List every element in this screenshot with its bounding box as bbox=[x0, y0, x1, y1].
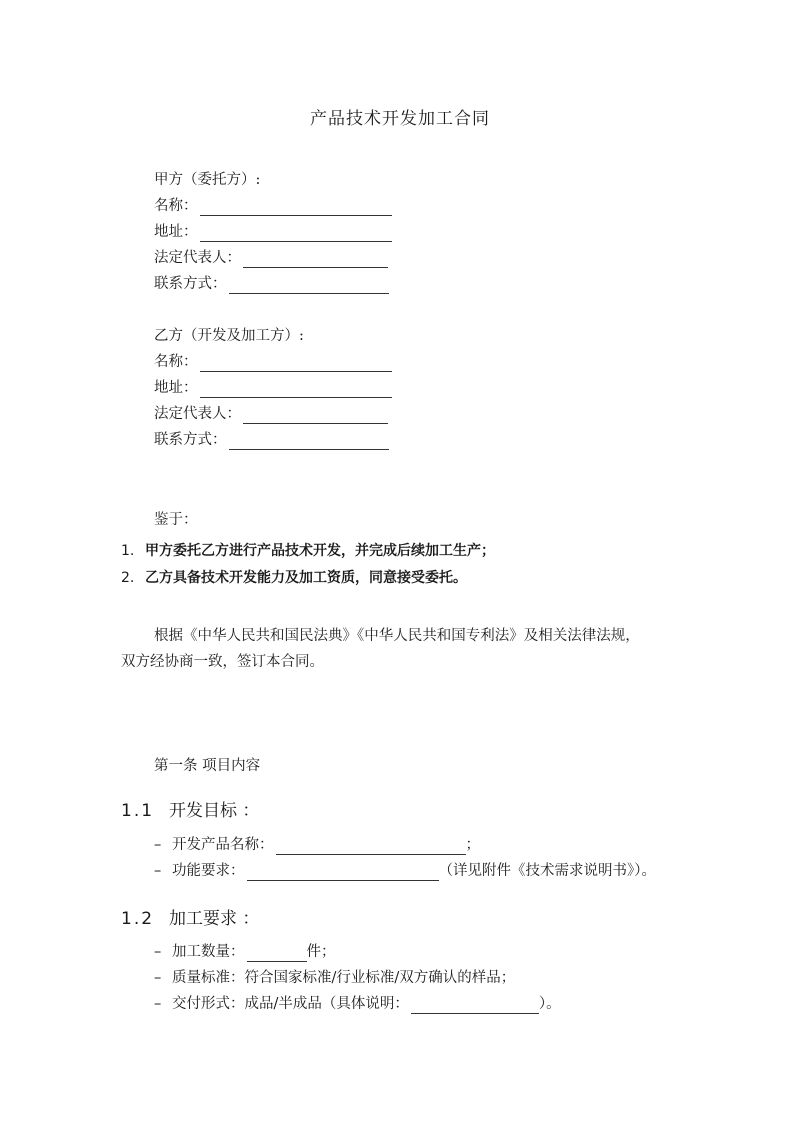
party-a-contact-field[interactable] bbox=[154, 274, 389, 294]
whereas-item bbox=[121, 540, 495, 560]
party-b-label: 乙方（开发及加工方）: bbox=[154, 328, 304, 344]
delivery-form-field[interactable] bbox=[154, 994, 561, 1014]
party-b-address-blank[interactable] bbox=[200, 383, 392, 398]
field-label: 地址： bbox=[154, 224, 198, 240]
field-label: 开发产品名称： bbox=[172, 837, 274, 853]
basis-line-1: 根据《中华人民共和国民法典》《中华人民共和国专利法》及相关法律法规， bbox=[154, 628, 640, 644]
section-number: 1.2 bbox=[121, 909, 155, 929]
bullet-dash: – bbox=[154, 996, 162, 1012]
party-a-address-field[interactable] bbox=[154, 222, 392, 242]
document-title: 产品技术开发加工合同 bbox=[310, 109, 490, 129]
bullet-dash: – bbox=[154, 837, 162, 853]
party-a-rep-field[interactable] bbox=[154, 248, 388, 268]
product-name-blank[interactable] bbox=[276, 840, 466, 855]
party-a-name-blank[interactable] bbox=[200, 201, 392, 216]
field-label: 名称： bbox=[154, 354, 198, 370]
bullet-dash: – bbox=[154, 863, 162, 879]
party-b-rep-blank[interactable] bbox=[243, 409, 388, 424]
field-label: 地址： bbox=[154, 380, 198, 396]
party-b-contact-field[interactable] bbox=[154, 430, 389, 450]
list-text: 乙方具备技术开发能力及加工资质，同意接受委托。 bbox=[145, 570, 467, 586]
party-a-address-blank[interactable] bbox=[200, 227, 392, 242]
quantity-field[interactable] bbox=[154, 942, 336, 962]
field-label: 联系方式： bbox=[154, 276, 227, 292]
whereas-item bbox=[121, 567, 467, 587]
quality-standard-line bbox=[154, 968, 515, 988]
function-requirement-field[interactable] bbox=[154, 861, 656, 881]
delivery-form-blank[interactable] bbox=[411, 999, 539, 1014]
field-label: 功能要求： bbox=[172, 863, 245, 879]
list-text: 甲方委托乙方进行产品技术开发，并完成后续加工生产； bbox=[145, 543, 495, 559]
party-b-name-blank[interactable] bbox=[200, 357, 392, 372]
field-label: 名称： bbox=[154, 198, 198, 214]
field-suffix: 件； bbox=[306, 944, 336, 960]
field-suffix: （详见附件《技术需求说明书》）。 bbox=[438, 863, 656, 879]
section-title: 加工要求 ： bbox=[169, 909, 260, 929]
field-label: 交付形式：成品/半成品（具体说明： bbox=[172, 996, 409, 1012]
list-number: 2. bbox=[121, 570, 135, 586]
party-b-name-field[interactable] bbox=[154, 352, 392, 372]
party-b-rep-field[interactable] bbox=[154, 404, 388, 424]
bullet-dash: – bbox=[154, 970, 162, 986]
party-b-contact-blank[interactable] bbox=[229, 435, 389, 450]
field-label: 加工数量： bbox=[172, 944, 245, 960]
party-a-name-field[interactable] bbox=[154, 196, 392, 216]
party-b-address-field[interactable] bbox=[154, 378, 392, 398]
section-1-1-heading bbox=[121, 796, 259, 821]
field-label: 联系方式： bbox=[154, 432, 227, 448]
bullet-text: 质量标准：符合国家标准/行业标准/双方确认的样品； bbox=[172, 970, 516, 986]
function-requirement-blank[interactable] bbox=[247, 866, 439, 881]
party-a-label: 甲方（委托方）: bbox=[154, 172, 261, 188]
field-suffix: ； bbox=[465, 837, 480, 853]
party-a-rep-blank[interactable] bbox=[243, 253, 388, 268]
list-number: 1. bbox=[121, 543, 135, 559]
quantity-blank[interactable] bbox=[247, 947, 307, 962]
article-1-title: 第一条 项目内容 bbox=[154, 758, 261, 774]
field-suffix: ）。 bbox=[538, 996, 561, 1012]
basis-line-2: 双方经协商一致，签订本合同。 bbox=[121, 654, 324, 670]
field-label: 法定代表人： bbox=[154, 406, 241, 422]
section-1-2-heading bbox=[121, 904, 259, 929]
field-label: 法定代表人： bbox=[154, 250, 241, 266]
section-number: 1.1 bbox=[121, 801, 155, 821]
section-title: 开发目标 ： bbox=[169, 801, 260, 821]
party-a-contact-blank[interactable] bbox=[229, 279, 389, 294]
bullet-dash: – bbox=[154, 944, 162, 960]
whereas-label: 鉴于： bbox=[154, 512, 198, 528]
product-name-field[interactable] bbox=[154, 835, 480, 855]
